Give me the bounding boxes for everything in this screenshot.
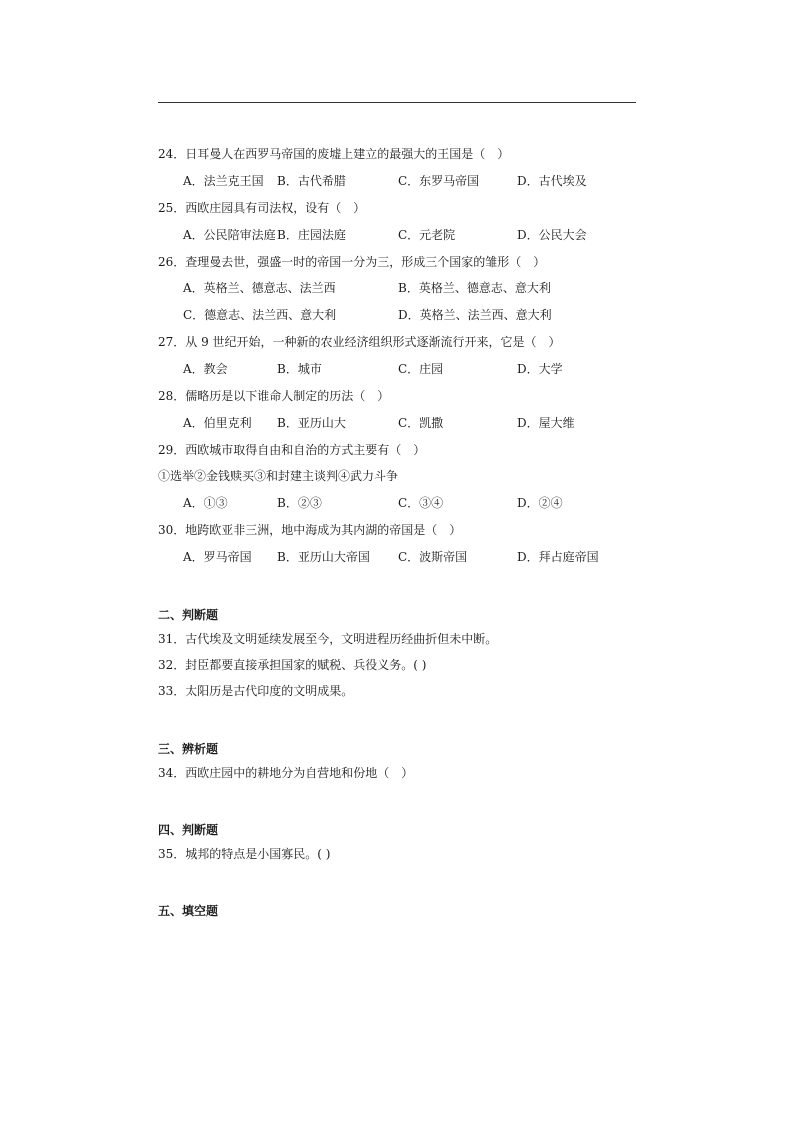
q24-option-a[interactable]: A．法兰克王国 bbox=[183, 174, 264, 188]
q26-option-a[interactable]: A．英格兰、德意志、法兰西 bbox=[183, 281, 336, 295]
q26-option-c[interactable]: C．德意志、法兰西、意大利 bbox=[183, 308, 337, 322]
q26-option-d[interactable]: D．英格兰、法兰西、意大利 bbox=[398, 308, 552, 322]
section-5-title: 五、填空题 bbox=[158, 904, 219, 918]
question-28-stem: 28．儒略历是以下谁命人制定的历法（ ） bbox=[158, 389, 390, 403]
q30-option-b[interactable]: B．亚历山大帝国 bbox=[277, 550, 370, 564]
q30-option-c[interactable]: C．波斯帝国 bbox=[398, 550, 468, 564]
q24-option-d[interactable]: D．古代埃及 bbox=[517, 174, 587, 188]
question-29-statements: ①选举②金钱赎买③和封建主谈判④武力斗争 bbox=[158, 469, 399, 483]
section-3-title: 三、辨析题 bbox=[158, 742, 219, 756]
question-31: 31．古代埃及文明延续发展至今，文明进程历经曲折但未中断。 bbox=[158, 632, 498, 646]
q27-option-c[interactable]: C．庄园 bbox=[398, 362, 444, 376]
question-32: 32．封臣都要直接承担国家的赋税、兵役义务。( ) bbox=[158, 658, 427, 672]
q24-option-b[interactable]: B．古代希腊 bbox=[277, 174, 346, 188]
q24-option-c[interactable]: C．东罗马帝国 bbox=[398, 174, 480, 188]
q30-option-d[interactable]: D．拜占庭帝国 bbox=[517, 550, 599, 564]
q30-option-a[interactable]: A．罗马帝国 bbox=[183, 550, 252, 564]
question-33: 33．太阳历是古代印度的文明成果。 bbox=[158, 684, 354, 698]
q28-option-d[interactable]: D．屋大维 bbox=[517, 416, 575, 430]
q29-option-b[interactable]: B．②③ bbox=[277, 496, 322, 510]
q27-option-b[interactable]: B．城市 bbox=[277, 362, 322, 376]
q29-option-d[interactable]: D．②④ bbox=[517, 496, 563, 510]
q27-option-a[interactable]: A．教会 bbox=[183, 362, 228, 376]
q25-option-b[interactable]: B．庄园法庭 bbox=[277, 228, 346, 242]
q29-option-c[interactable]: C．③④ bbox=[398, 496, 444, 510]
question-26-stem: 26．查理曼去世，强盛一时的帝国一分为三，形成三个国家的雏形（ ） bbox=[158, 255, 546, 269]
question-25-stem: 25．西欧庄园具有司法权，设有（ ） bbox=[158, 201, 366, 215]
question-29-stem: 29．西欧城市取得自由和自治的方式主要有（ ） bbox=[158, 443, 426, 457]
question-27-stem: 27．从 9 世纪开始，一种新的农业经济组织形式逐渐流行开来，它是（ ） bbox=[158, 335, 561, 349]
q28-option-c[interactable]: C．凯撒 bbox=[398, 416, 444, 430]
q27-option-d[interactable]: D．大学 bbox=[517, 362, 563, 376]
header-rule bbox=[158, 102, 636, 103]
question-35: 35．城邦的特点是小国寡民。( ) bbox=[158, 847, 331, 861]
q29-option-a[interactable]: A．①③ bbox=[183, 496, 228, 510]
q28-option-a[interactable]: A．伯里克利 bbox=[183, 416, 252, 430]
question-24-stem: 24．日耳曼人在西罗马帝国的废墟上建立的最强大的王国是（ ） bbox=[158, 147, 510, 161]
question-34: 34．西欧庄园中的耕地分为自营地和份地（ ） bbox=[158, 766, 414, 780]
q25-option-a[interactable]: A．公民陪审法庭 bbox=[183, 228, 276, 242]
section-2-title: 二、判断题 bbox=[158, 608, 219, 622]
section-4-title: 四、判断题 bbox=[158, 823, 219, 837]
q28-option-b[interactable]: B．亚历山大 bbox=[277, 416, 346, 430]
q26-option-b[interactable]: B．英格兰、德意志、意大利 bbox=[398, 281, 551, 295]
q25-option-d[interactable]: D．公民大会 bbox=[517, 228, 587, 242]
q25-option-c[interactable]: C．元老院 bbox=[398, 228, 456, 242]
question-30-stem: 30．地跨欧亚非三洲，地中海成为其内湖的帝国是（ ） bbox=[158, 523, 462, 537]
